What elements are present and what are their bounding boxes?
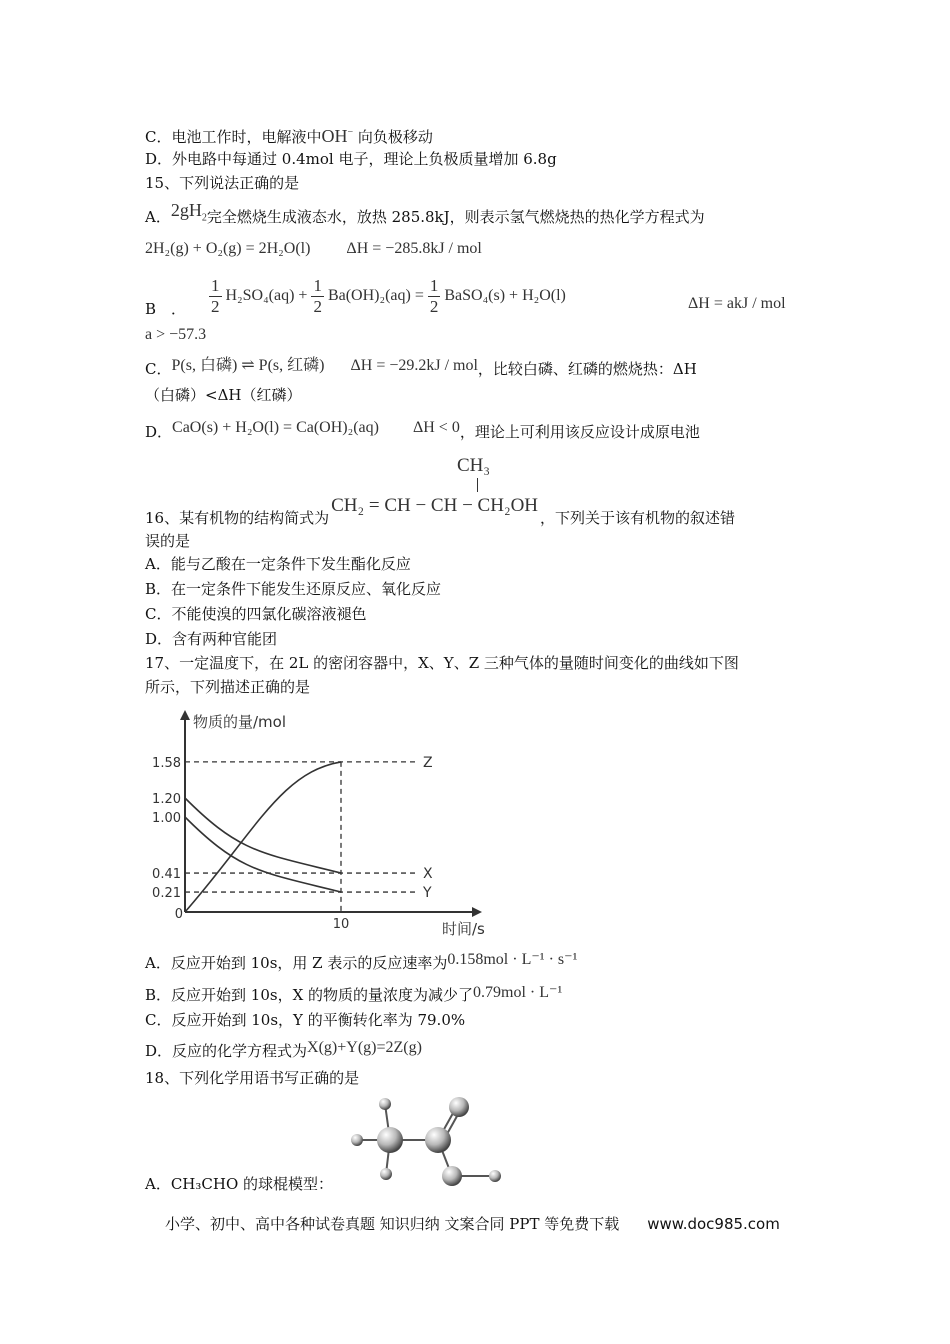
- q16-option-b: B．在一定条件下能发生还原反应、氧化反应: [145, 580, 442, 598]
- footer-url[interactable]: www.doc985.com: [647, 1215, 780, 1233]
- y-tick-label: 1.58: [152, 755, 181, 771]
- q15b-label: B ．: [145, 300, 187, 318]
- q18-stem: 18、下列化学用语书写正确的是: [145, 1069, 360, 1087]
- ball-stick-model-image: [345, 1088, 515, 1198]
- q16-option-a: A．能与乙酸在一定条件下发生酯化反应: [145, 555, 411, 573]
- q14c-text: C．电池工作时，电解液中: [145, 128, 322, 146]
- series-Z-line: [185, 762, 341, 912]
- q15c-text2: （白磷）<ΔH（红磷）: [145, 386, 302, 404]
- q14c-tail: 向负极移动: [353, 128, 433, 146]
- y-tick-label: 1.00: [152, 811, 181, 826]
- x-axis-arrow: [472, 907, 482, 917]
- footer-text: 小学、初中、高中各种试卷真题 知识归纳 文案合同 PPT 等免费下载: [165, 1215, 620, 1233]
- ch3-bond: [477, 478, 478, 492]
- q15b-condition: a > −57.3: [145, 326, 207, 343]
- q15-option-d: D．CaO(s) + H₂O(l) = Ca(OH)₂(aq) ΔH < 0，理论上可利用该反应设计成原电池: [145, 419, 700, 441]
- y-tick-label: 0.41: [152, 867, 181, 883]
- q16-option-d: D．含有两种官能团: [145, 630, 278, 648]
- series-Z-label: Z: [423, 754, 433, 771]
- y-tick-label: 0.21: [152, 886, 181, 902]
- q17-option-c: C．反应开始到 10s，Y 的平衡转化率为 79.0%: [145, 1011, 466, 1029]
- q17-stem-2: 所示，下列描述正确的是: [145, 678, 311, 696]
- oh-formula: OH−: [321, 126, 354, 146]
- series-Y-line: [185, 817, 341, 892]
- q14-option-d: D．外电路中每通过 0.4mol 电子，理论上负极质量增加 6.8g: [145, 150, 557, 168]
- q15-option-c: C．P(s, 白磷) ⇌ P(s, 红磷) ΔH = −29.2kJ / mol，比较白磷、红磷的燃烧热：ΔH: [145, 357, 697, 378]
- q14-option-c: [145, 122, 433, 148]
- q15-option-a: A．$2gH_2$完全燃烧生成液态水，放热 285.8kJ，则表示氢气燃烧热的热化学方程式为: [145, 200, 705, 226]
- q15a-equation: 2H₂(g) + O₂(g) = 2H₂O(l) ΔH = −285.8kJ / mol: [145, 240, 482, 257]
- q15b-equation: $\frac{1}{2}$ H₂SO₄(aq) + $\frac{1}{2}$ Ba(OH)₂(aq) = $\frac{1}{2}$ BaSO₄(s) + H₂O(l): [211, 276, 566, 316]
- q17-option-d: D．反应的化学方程式为X(g)+Y(g)=2Z(g): [145, 1039, 422, 1060]
- q16-option-c: C．不能使溴的四氯化碳溶液褪色: [145, 605, 367, 623]
- series-Y-label: Y: [423, 885, 432, 902]
- q16-stem-2: 误的是: [145, 532, 191, 550]
- y-axis-label: 物质的量/mol: [193, 713, 287, 731]
- q17-option-a: A．反应开始到 10s，用 Z 表示的反应速率为0.158mol · L⁻¹ · s⁻¹: [145, 951, 578, 972]
- series-X-line: [185, 798, 341, 873]
- q15-stem: 15、下列说法正确的是: [145, 174, 300, 192]
- y-axis-arrow: [180, 710, 190, 720]
- q16-stem: 16、某有机物的结构简式为CH₂ = CH − CH − CH₂OH，下列关于该有机物的叙述错: [145, 495, 736, 527]
- x-tick-10: 10: [332, 917, 350, 932]
- q16-structure: CH₂ = CH − CH − CH₂OH: [331, 495, 539, 516]
- x-tick-0: 0: [174, 907, 183, 922]
- amount-time-chart: [152, 700, 500, 945]
- ch3-group: CH₃: [457, 455, 491, 476]
- q18-option-a: A．CH₃CHO 的球棍模型：: [145, 1175, 334, 1193]
- q15b-dh: ΔH = akJ / mol: [688, 295, 786, 312]
- x-axis-label: 时间/s: [442, 920, 485, 938]
- y-tick-label: 1.20: [152, 792, 181, 807]
- q17-option-b: B．反应开始到 10s，X 的物质的量浓度为减少了0.79mol · L⁻¹: [145, 984, 563, 1004]
- footer: [165, 1213, 780, 1234]
- series-X-label: X: [423, 866, 433, 883]
- q17-stem: 17、一定温度下，在 2L 的密闭容器中，X、Y、Z 三种气体的量随时间变化的曲线如下图: [145, 654, 739, 672]
